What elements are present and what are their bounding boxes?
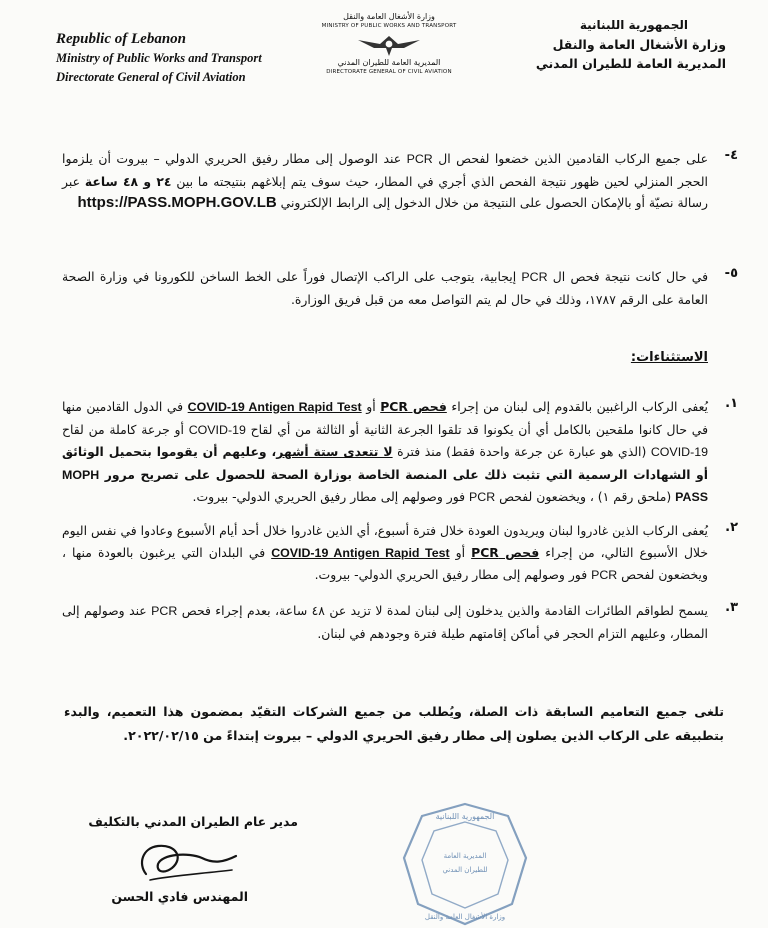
text-run: يُعفى الركاب الذين غادروا لبنان ويريدون العودة خلال فترة أسبوع، أي الذين غادروا خلال أحد أيام الأسبوع وعادوا في نفس اليوم خلال الأسبوع التالي، من إجراء: [62, 523, 709, 560]
exception-3: [62, 600, 738, 644]
exception-text: [62, 520, 708, 587]
pcr-term: PCR: [521, 270, 548, 284]
text-run: على جميع الركاب القادمين الذين خضعوا لفحص ال: [432, 151, 708, 166]
stamp-middle-text: المديرية العامة: [443, 852, 487, 860]
hours-range: ٢٤ و ٤٨ ساعة: [84, 173, 172, 189]
emblem-en-line-4: DIRECTORATE GENERAL OF CIVIL AVIATION: [326, 69, 452, 75]
covid-term: COVID-19: [188, 422, 246, 437]
exceptions-heading: الاستثناءات:: [630, 350, 708, 365]
moph-pass-term: MOPH PASS: [62, 467, 708, 504]
upload-requirement: ، وعليهم أن يقوموا بتحميل الوثائق أو الشهادات الرسمية التي تثبت ذلك على المنصة الخاصة بوزارة الصحة للحصول على تصريح مرور: [62, 444, 708, 482]
closing-paragraph: تلغى جميع التعاميم السابقة ذات الصلة، ويُطلب من جميع الشركات التقيّد بمضمون هذا التعميم، والبدء بتطبيقه على الركاب الذين يصلون إلى مطار رفيق الحريري الدولي – بيروت إبتداءً من ٢٠٢٢/٠٢/١٥.: [64, 704, 724, 743]
covid-term: COVID-19: [650, 445, 708, 459]
pcr-term: PCR: [406, 152, 433, 166]
pcr-term: PCR: [591, 568, 618, 582]
stamp-bottom-text: وزارة الأشغال العامة والنقل: [424, 913, 506, 921]
clause-text: [62, 148, 708, 214]
clause-number: -٤: [724, 148, 738, 163]
pcr-term: PCR: [151, 604, 178, 618]
text-run: فور وصولهم إلى مطار رفيق الحريري الدولي- بيروت.: [192, 489, 469, 504]
emblem-ar-line-1: وزارة الأشغال العامة والنقل: [343, 12, 435, 21]
text-run: (الذي هو عبارة عن جرعة واحدة فقط) منذ فترة: [392, 444, 651, 459]
header-arabic-block: [476, 16, 726, 73]
exception-text: [62, 396, 708, 509]
pass-moph-link[interactable]: https://PASS.MOPH.GOV.LB: [77, 194, 277, 211]
antigen-test-term: COVID-19 Antigen Rapid Test: [187, 400, 362, 414]
stamp-outer-text: الجمهورية اللبنانية: [435, 812, 495, 821]
text-run: يسمح لطواقم الطائرات القادمة والذين يدخلون إلى لبنان لمدة لا تزيد عن ٤٨ ساعة، بعدم إجراء فحص: [177, 603, 709, 618]
header-ar-line-3: المديرية العامة للطيران المدني: [535, 56, 726, 71]
signatory-name: المهندس فادي الحسن: [111, 889, 248, 904]
pcr-term: PCR: [469, 490, 496, 504]
signatory-title: مدير عام الطيران المدني بالتكليف: [88, 814, 298, 829]
header-english-block: [56, 30, 296, 87]
emblem-ar-line-3: المديرية العامة للطيران المدني: [337, 58, 441, 67]
pcr-test-term: فحص PCR: [471, 544, 540, 560]
text-run: عبر رسالة نصيّة أو بالإمكان الحصول على النتيجة من خلال الدخول إلى الرابط الإلكتروني: [62, 173, 708, 210]
text-run: أو: [361, 399, 381, 414]
text-run: (ملحق رقم ١) ، ويخضعون لفحص: [495, 489, 676, 504]
text-run: أو: [449, 544, 472, 560]
header-ar-line-1: الجمهورية اللبنانية: [579, 18, 688, 32]
six-months-term: لا تتعدى ستة أشهر: [276, 444, 393, 459]
header-en-line-1: Republic of Lebanon: [56, 31, 186, 47]
antigen-test-term: COVID-19 Antigen Rapid Test: [271, 545, 450, 560]
exception-number: .٢: [725, 520, 738, 535]
text-run: فور وصولهم إلى مطار رفيق الحريري الدولي- بيروت.: [314, 567, 592, 582]
pcr-test-term: فحص PCR: [380, 399, 447, 414]
emblem-wings-icon: [354, 32, 424, 58]
exception-number: .٣: [725, 600, 738, 615]
exception-text: [62, 600, 708, 644]
clause-text: [62, 266, 708, 310]
text-run: في حال كانت نتيجة فحص ال: [547, 269, 708, 284]
header-en-line-2: Ministry of Public Works and Transport: [56, 51, 262, 65]
clause-5: [62, 266, 738, 310]
exception-2: [62, 520, 738, 587]
exception-1: [62, 396, 738, 509]
handwritten-signature: [128, 834, 248, 890]
header-en-line-3: Directorate General of Civil Aviation: [56, 70, 246, 84]
clause-4: [62, 148, 738, 214]
ministry-emblem: [306, 12, 472, 96]
text-run: عند وصولهم إلى المطار، وعليهم التزام الحجر في أماكن إقامتهم طيلة فترة وجودهم في لبنان.: [62, 603, 708, 641]
stamp-middle-text-2: للطيران المدني: [442, 866, 488, 874]
emblem-en-line-2: MINISTRY OF PUBLIC WORKS AND TRANSPORT: [321, 23, 457, 29]
clause-number: -٥: [724, 266, 738, 281]
text-run: أو جرعة كاملة من لقاح: [62, 421, 189, 437]
official-stamp: [400, 800, 530, 928]
text-run: عند الوصول إلى مطار رفيق الحريري الدولي – بيروت أن يلزموا الحجر المنزلي لحين ظهور نتيجة الفحص الذي أجري في المطار، حيث سوف يتم إبلاغهم بنتيجته ما بين: [62, 151, 708, 189]
text-run: في الدول القادمين منها في حال كانوا ملقحين بالكامل أي أن يكونوا قد تلقوا الجرعة الثانية أو الثالثة من أي لقاح: [62, 399, 708, 437]
exception-number: .١: [725, 396, 738, 411]
text-run: إيجابية، يتوجب على الراكب الإتصال فوراً على الخط الساخن للكورونا في وزارة الصحة العامة على الرقم ١٧٨٧، وذلك في حال لم يتم التواصل معه من قبل فريق الوزارة.: [62, 269, 708, 307]
header-ar-line-2: وزارة الأشغال العامة والنقل: [552, 37, 726, 52]
text-run: في البلدان التي يرغبون بالعودة منها ، ويخضعون لفحص: [62, 544, 708, 582]
text-run: يُعفى الركاب الراغبين بالقدوم إلى لبنان من إجراء: [446, 399, 709, 414]
